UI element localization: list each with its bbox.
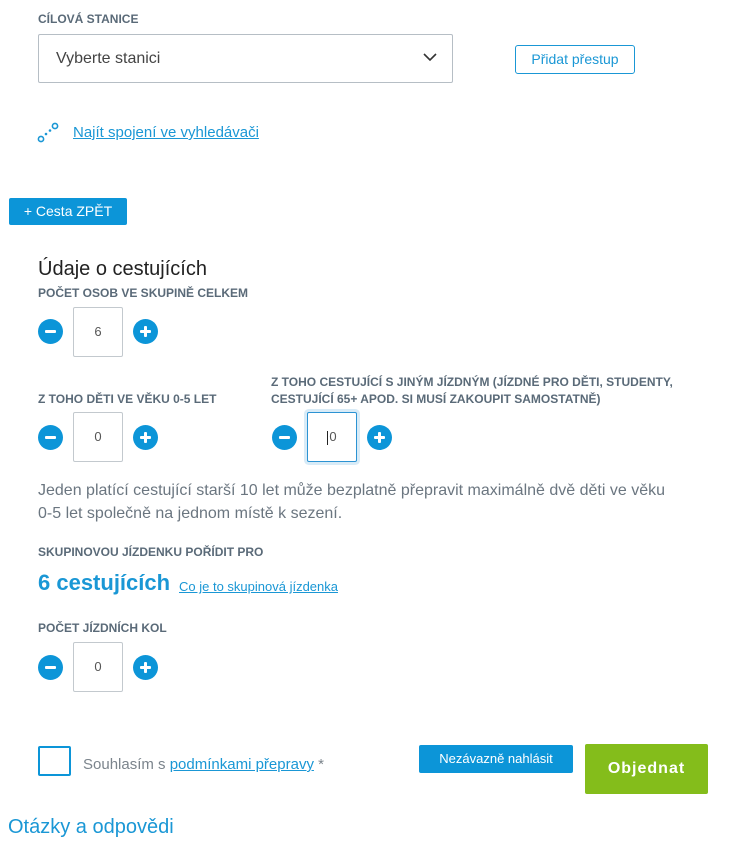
return-trip-button[interactable]: + Cesta ZPĚT [9,198,127,225]
bikes-increment-button[interactable] [133,655,158,680]
consent-text [83,756,324,773]
consent-prefix: Souhlasím s [83,756,166,773]
other-fare-increment-button[interactable] [367,425,392,450]
children-label: Z TOHO DĚTI VE VĚKU 0-5 LET [38,392,217,406]
passengers-heading: Údaje o cestujících [38,258,207,280]
info-text-line2: 0-5 let společně na jednom místě k sezení. [38,505,343,522]
add-transfer-button[interactable]: Přidat přestup [515,45,635,74]
group-total-increment-button[interactable] [133,319,158,344]
group-ticket-info-link[interactable]: Co je to skupinová jízdenka [179,579,338,594]
destination-select[interactable] [38,34,453,83]
inquiry-button[interactable]: Nezávazně nahlásit [419,745,573,773]
other-fare-label-line2: CESTUJÍCÍ 65+ APOD. SI MUSÍ ZAKOUPIT SAMOSTATNĚ) [271,392,601,406]
group-total-decrement-button[interactable] [38,319,63,344]
children-decrement-button[interactable] [38,425,63,450]
required-asterisk: * [318,756,324,773]
children-increment-button[interactable] [133,425,158,450]
transport-terms-link[interactable]: podmínkami přepravy [169,756,314,773]
destination-select-value: Vyberte stanici [56,50,161,67]
bikes-input[interactable]: 0 [73,642,123,692]
route-icon [37,122,59,144]
chevron-down-icon [422,49,438,65]
faq-heading: Otázky a odpovědi [8,816,174,838]
ticket-for-label: SKUPINOVOU JÍZDENKU POŘÍDIT PRO [38,545,264,559]
search-connection-link[interactable]: Najít spojení ve vyhledávači [73,124,259,141]
other-fare-value: 0 [329,429,337,444]
other-fare-input[interactable] [307,412,357,462]
consent-checkbox[interactable] [38,746,71,776]
ticket-for-value: 6 cestujících [38,570,171,595]
other-fare-label-line1: Z TOHO CESTUJÍCÍ S JINÝM JÍZDNÝM (JÍZDNÉ PRO DĚTI, STUDENTY, [271,375,673,389]
info-text-line1: Jeden platící cestující starší 10 let může bezplatně přepravit maximálně dvě děti ve věku [38,482,665,499]
order-button[interactable]: Objednat [585,744,708,794]
bikes-label: POČET JÍZDNÍCH KOL [38,621,167,635]
bikes-decrement-button[interactable] [38,655,63,680]
group-total-input[interactable]: 6 [73,307,123,357]
group-total-label: POČET OSOB VE SKUPINĚ CELKEM [38,286,249,300]
children-input[interactable]: 0 [73,412,123,462]
other-fare-decrement-button[interactable] [272,425,297,450]
destination-label: CÍLOVÁ STANICE [38,12,139,26]
